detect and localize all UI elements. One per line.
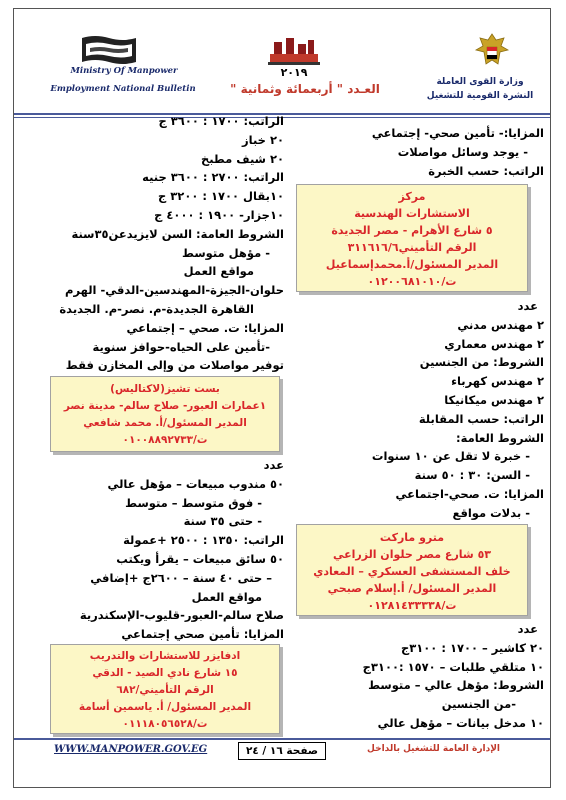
text-line: - بدلات مواقع xyxy=(452,505,530,520)
company-name: مركز xyxy=(398,190,426,203)
text-line: المزايا: تأمين صحي إجتماعي xyxy=(121,627,284,642)
text-line: ٥٠ مندوب مبيعات – مؤهل عالي xyxy=(107,476,284,491)
company-box-best-cheese xyxy=(50,376,280,452)
issue-prefix: العـدد xyxy=(347,82,380,96)
text-line: - يوجد وسائل مواصلات xyxy=(397,144,528,159)
company-name: ادفايزر للاستشارات والتدريب xyxy=(89,650,241,662)
text-line: - السن: ٣٠ : ٥٠ سنة xyxy=(414,468,530,483)
text-line: - خبرة لا تقل عن ١٠ سنوات xyxy=(371,449,530,464)
text-line: عدد xyxy=(517,299,538,313)
text-line: القاهرة الجديدة-م. نصر-م. الجديدة xyxy=(59,301,254,316)
bulletin-logo-icon xyxy=(266,32,322,68)
text-line: - مؤهل متوسط xyxy=(182,245,270,260)
text-line: عدد xyxy=(517,622,538,636)
right-column xyxy=(300,124,544,180)
text-line: ٢ مهندس معماري xyxy=(444,336,544,351)
right-column-jobs-cashiers xyxy=(300,620,544,733)
text-line: ١٠ مدخل بيانات – مؤهل عالي xyxy=(377,715,544,730)
company-name: بست تشيز(لاكتاليس) xyxy=(110,383,220,395)
right-column-jobs-engineers xyxy=(300,297,544,523)
text-line: توفير مواصلات من وإلى المخازن فقط xyxy=(65,358,284,373)
left-column-jobs-bakery xyxy=(32,112,284,375)
page-number: صفحة ١٦ / ٢٤ xyxy=(238,742,326,760)
issue-name: " أربعمائة وثمانية " xyxy=(230,82,344,96)
bulletin-english-title: Employment National Bulletin xyxy=(50,84,196,94)
text-line: ٢٠ خباز xyxy=(242,132,284,147)
text-line: ٢٠ شيف مطبخ xyxy=(200,151,284,166)
footer-rule xyxy=(14,738,550,740)
bulletin-name-ar: النشرة القومية للتشغيل xyxy=(426,90,534,101)
text-line: الراتب: ٢٧٠٠ : ٣٦٠٠ جنيه xyxy=(142,170,284,185)
egypt-eagle-emblem-icon xyxy=(474,30,510,72)
ministry-english-title: Ministry Of Manpower xyxy=(70,66,178,76)
text-line: الراتب: ١٣٥٠ : ٢٥٠٠ +عمولة xyxy=(123,533,284,548)
text-line: ٢٠ كاشير – ١٧٠٠ : ٣١٠٠ج xyxy=(400,640,544,655)
manager-name: المدير المسئول/أ. محمد شافعي xyxy=(83,417,247,429)
company-address: ١٥ شارع نادي الصيد - الدقي xyxy=(92,667,238,679)
text-line: المزايا:- تأمين صحي- إجتماعي xyxy=(371,126,544,140)
text-line: عدد xyxy=(263,458,284,472)
company-address: ٥ شارع الأهرام - مصر الجديدة xyxy=(331,224,493,237)
ministry-name-ar: وزارة القوى العاملة xyxy=(436,77,524,87)
company-address: ٥٣ شارع مصر حلوان الزراعي xyxy=(332,548,491,561)
text-line: الراتب: حسب المقابلة xyxy=(418,411,544,426)
text-line: - حتى ٣٥ سنة xyxy=(183,514,262,529)
text-line: الشروط العامة: xyxy=(456,430,544,445)
text-line: ١٠ متلقي طلبات – ١٥٧٠ :٣١٠٠ج xyxy=(362,659,544,674)
text-line: – حتى ٤٠ سنة – ٢٦٠٠ج +إضافي xyxy=(90,570,272,585)
website-link[interactable]: WWW.MANPOWER.GOV.EG xyxy=(54,744,208,755)
text-line: الشروط العامة: السن لايزيدعن٣٥سنة xyxy=(71,226,284,241)
issue-number xyxy=(210,82,400,96)
text-line: ٢ مهندس مدني xyxy=(457,317,544,332)
text-line: ٥٠ سائق مبيعات – يقرأ ويكتب xyxy=(116,551,284,566)
company-box-advisor xyxy=(50,644,280,734)
company-address: خلف المستشفى العسكري – المعادي xyxy=(313,565,511,578)
company-address: ١عمارات العبور- صلاح سالم- مدينة نصر xyxy=(63,400,267,412)
issue-year: ٢٠١٩ xyxy=(280,66,308,79)
insurance-number: الرقم التأميني٣١١٦١٦/٦ xyxy=(347,241,477,254)
text-line: ٢ مهندس كهرباء xyxy=(451,374,544,389)
waving-flag-icon xyxy=(80,34,138,66)
text-line: - فوق متوسط – متوسط xyxy=(125,495,262,510)
text-line: ٢ مهندس ميكانيكا xyxy=(444,392,544,407)
text-line: ١٠جزار- ١٩٠٠ : ٤٠٠٠ ج xyxy=(154,207,284,222)
manager-name: المدير المسئول/ أ. ياسمين أسامة xyxy=(78,701,252,713)
text-line: المزايا: ت. صحي – إجتماعي xyxy=(126,320,284,335)
text-line: مواقع العمل xyxy=(183,264,254,279)
manager-name: المدير المسئول/ أ.إسلام صبحي xyxy=(327,582,497,595)
company-phone: ت/٠١٠٠٨٨٩٢٧٣٣ xyxy=(122,434,208,446)
left-column-jobs-sales xyxy=(32,456,284,644)
department-name: الإدارة العامة للتشغيل بالداخل xyxy=(367,744,500,754)
ministry-arabic-title xyxy=(420,76,540,104)
manager-name: المدير المسئول/أ.محمدإسماعيل xyxy=(325,258,499,271)
company-box-metro-market xyxy=(296,524,528,616)
insurance-number: الرقم التأميني/٦٨٢ xyxy=(116,684,214,696)
company-name: الاستشارات الهندسية xyxy=(354,207,470,220)
text-line: الشروط: مؤهل عالي – متوسط xyxy=(368,678,544,693)
company-box-engineering-consultancy xyxy=(296,184,528,292)
company-name: مترو ماركت xyxy=(379,531,445,544)
text-line: -تأمين على الحياه-حوافز سنوية xyxy=(92,339,270,354)
bulletin-header xyxy=(14,12,550,120)
text-line: الراتب: ١٧٠٠ : ٣٦٠٠ ج xyxy=(158,114,284,128)
text-line: المزايا: ت. صحي-اجتماعي xyxy=(395,486,544,501)
text-line: الشروط: من الجنسين xyxy=(419,355,544,370)
text-line: الراتب: حسب الخبرة xyxy=(428,163,544,178)
company-phone: ت/٠١٢٠٠٦٨١٠١٠ xyxy=(367,275,457,288)
text-line: ١٠بقال ١٧٠٠ : ٣٢٠٠ ج xyxy=(157,189,284,204)
text-line: -من الجنسين xyxy=(441,697,516,712)
text-line: صلاح سالم-العبور-قليوب-الإسكندرية xyxy=(79,608,284,623)
company-phone: ت/٠١١١٨٠٥٦٥٢٨ xyxy=(122,718,208,730)
text-line: حلوان-الجيزة-المهندسين-الدقي- الهرم xyxy=(65,283,284,298)
company-phone: ت/٠١٢٨١٤٣٣٣٣٨ xyxy=(367,599,457,612)
text-line: مواقع العمل xyxy=(191,589,262,604)
